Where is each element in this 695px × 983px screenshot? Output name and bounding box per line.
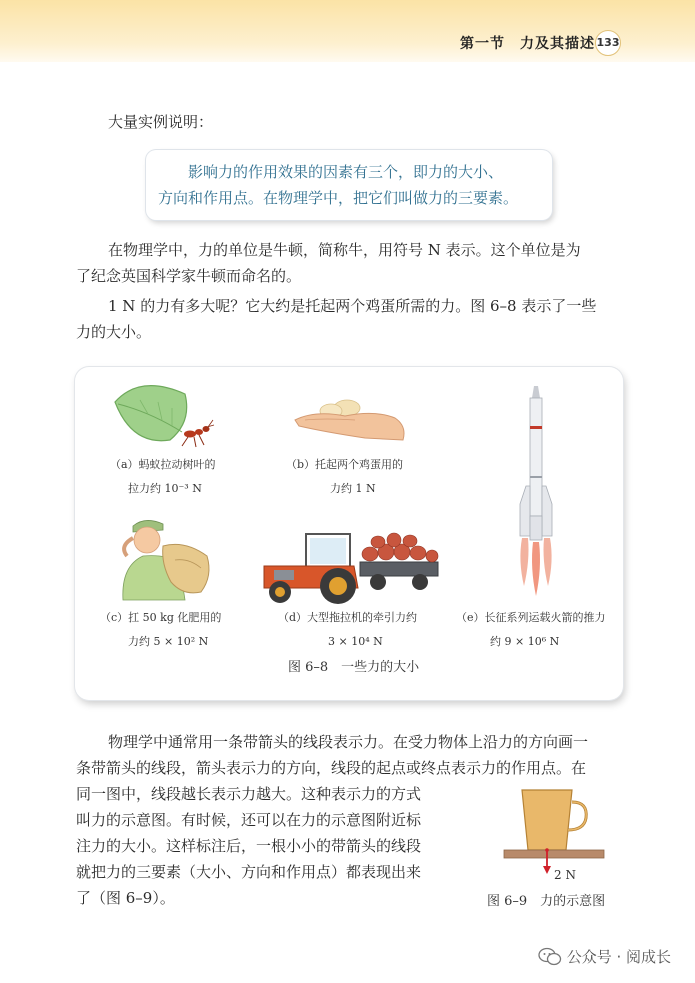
caption-a-line-2: 拉力约 10⁻³ N: [128, 482, 202, 495]
man-sack-illustration: [115, 516, 215, 604]
para2-line-1: 1 N 的力有多大呢？它大约是托起两个鸡蛋所需的力。图 6–8 表示了一些: [108, 297, 597, 315]
caption-c-line-1: （c）扛 50 kg 化肥用的: [100, 611, 222, 624]
intro-text: 大量实例说明：: [108, 113, 214, 131]
caption-d-line-2: 3 × 10⁴ N: [328, 635, 383, 648]
page-number: 133: [595, 30, 621, 56]
caption-d-line-1: （d）大型拖拉机的牵引力约: [278, 611, 418, 624]
para3-line-6: 就把力的三要素（大小、方向和作用点）都表现出来: [76, 863, 422, 881]
para2-line-2: 力的大小。: [76, 323, 152, 341]
para3-line-3: 同一图中，线段越长表示力越大。这种表示力的方式: [76, 785, 422, 803]
caption-a-line-1: （a）蚂蚁拉动树叶的: [110, 458, 216, 471]
figure-6-8-title: 图 6–8 一些力的大小: [288, 660, 420, 675]
cup-force-diagram: [500, 786, 610, 876]
caption-e-line-2: 约 9 × 10⁶ N: [490, 635, 560, 648]
para3-line-7: 了（图 6–9）。: [76, 889, 175, 907]
caption-b-line-2: 力约 1 N: [330, 482, 376, 495]
section-title: 第一节 力及其描述: [460, 36, 595, 52]
caption-e-line-1: （e）长征系列运载火箭的推力: [456, 611, 606, 624]
force-label: 2 N: [554, 868, 576, 882]
para3-line-1: 物理学中通常用一条带箭头的线段表示力。在受力物体上沿力的方向画一: [108, 733, 589, 751]
tractor-illustration: [258, 530, 440, 606]
callout-line-2: 方向和作用点。在物理学中，把它们叫做力的三要素。: [158, 189, 519, 207]
para3-line-2: 条带箭头的线段，箭头表示力的方向，线段的起点或终点表示力的作用点。在: [76, 759, 587, 777]
para3-line-4: 叫力的示意图。有时候，还可以在力的示意图附近标: [76, 811, 422, 829]
para3-line-5: 注力的大小。这样标注后，一根小小的带箭头的线段: [76, 837, 422, 855]
figure-6-9-title: 图 6–9 力的示意图: [487, 894, 606, 909]
hand-eggs-illustration: [295, 396, 410, 446]
para1-line-2: 了纪念英国科学家牛顿而命名的。: [76, 267, 302, 285]
watermark-text: 公众号 · 阅成长: [566, 948, 671, 966]
caption-c-line-2: 力约 5 × 10² N: [128, 635, 209, 648]
ant-leaf-illustration: [110, 382, 220, 452]
rocket-illustration: [508, 386, 568, 598]
watermark: [539, 946, 671, 967]
wechat-icon: [539, 948, 561, 966]
para1-line-1: 在物理学中，力的单位是牛顿，简称牛，用符号 N 表示。这个单位是为: [108, 241, 581, 259]
caption-b-line-1: （b）托起两个鸡蛋用的: [286, 458, 404, 471]
callout-line-1: 影响力的作用效果的因素有三个，即力的大小、: [188, 163, 504, 181]
three-elements-callout: [146, 150, 552, 220]
